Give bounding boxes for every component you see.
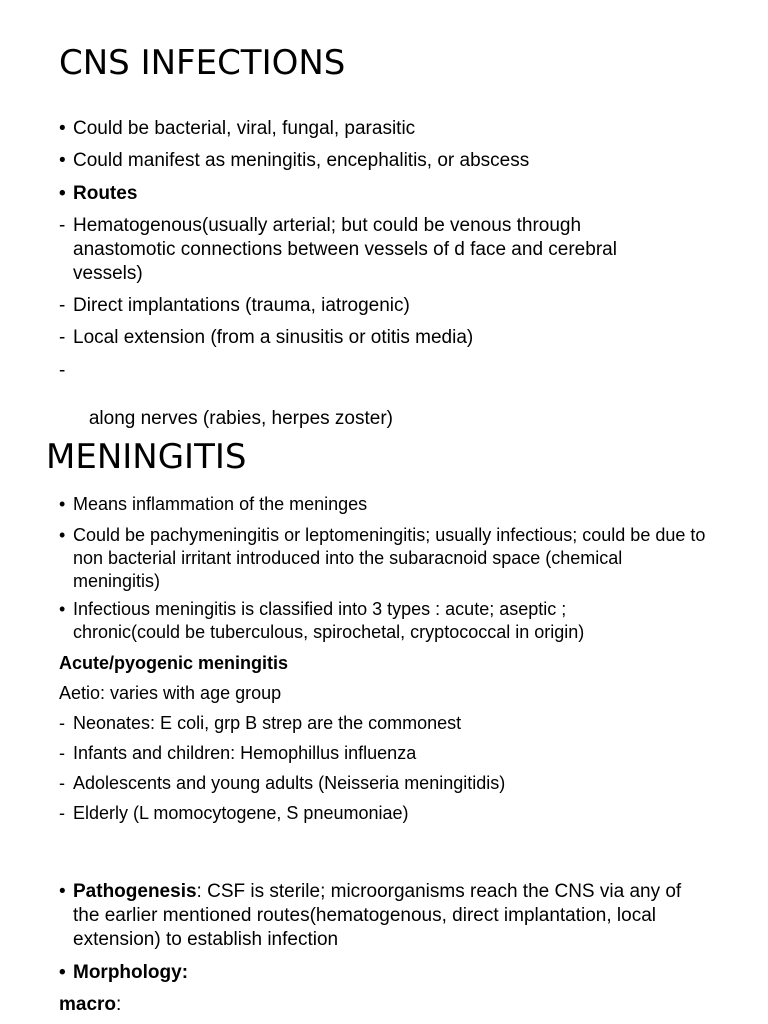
list-item-text: Infectious meningitis is classified into 3 types : acute; aseptic ; chronic(could be tuberculous, spirochetal, cryptococcal in origin) <box>73 599 585 642</box>
age-group-item <box>59 712 713 735</box>
route-item <box>59 214 673 286</box>
morphology-label: Morphology: <box>73 962 189 983</box>
age-group-text: Infants and children: Hemophillus influenza <box>73 743 417 763</box>
route-item <box>59 294 713 318</box>
dash-marker: - <box>59 327 66 348</box>
pathogenesis-text: : CSF is sterile; microorganisms reach the CNS via any of the earlier mentioned routes(hematogenous, direct implantation, local extension) to establish infection <box>73 881 682 950</box>
macro-line <box>59 993 121 1017</box>
list-item-text: Means inflammation of the meninges <box>73 494 368 514</box>
dash-marker: - <box>59 713 65 733</box>
bullet-marker: • <box>59 962 66 983</box>
list-item <box>59 149 713 173</box>
list-item-text: Could be pachymeningitis or leptomeningitis; usually infectious; could be due to non bacterial irritant introduced into the subaracnoid space (chemical meningitis) <box>73 525 706 591</box>
age-group-text: Neonates: E coli, grp B strep are the commonest <box>73 713 462 733</box>
routes-label: Routes <box>73 183 138 204</box>
age-group-text: Adolescents and young adults (Neisseria meningitidis) <box>73 773 506 793</box>
bullet-marker: • <box>59 881 66 902</box>
age-group-item <box>59 742 713 765</box>
list-item <box>59 493 713 516</box>
bullet-marker: • <box>59 525 66 545</box>
list-item <box>59 117 713 141</box>
dash-marker: - <box>59 360 66 381</box>
dash-marker: - <box>59 215 66 236</box>
dash-marker: - <box>59 295 66 316</box>
dash-marker: - <box>59 773 65 793</box>
pathogenesis-label: Pathogenesis <box>73 881 197 902</box>
dash-marker: - <box>59 803 65 823</box>
bullet-marker: • <box>59 599 66 619</box>
route-text: Local extension (from a sinusitis or otitis media) <box>73 327 474 348</box>
routes-heading <box>59 182 713 206</box>
bullet-marker: • <box>59 494 66 514</box>
section-title-cns-infections: CNS INFECTIONS <box>59 43 346 83</box>
route-text: Hematogenous(usually arterial; but could be venous through anastomotic connections between vessels of d face and cerebral vessels) <box>73 215 617 284</box>
route-text: along nerves (rabies, herpes zoster) <box>83 408 393 429</box>
route-item <box>59 359 713 431</box>
age-group-text: Elderly (L momocytogene, S pneumoniae) <box>73 803 409 823</box>
route-text: Direct implantations (trauma, iatrogenic) <box>73 295 410 316</box>
list-item <box>59 598 653 644</box>
bullet-marker: • <box>59 150 66 171</box>
pathogenesis-item <box>59 880 708 952</box>
list-item <box>59 524 713 593</box>
route-item <box>59 326 713 350</box>
macro-label: macro <box>59 994 117 1015</box>
aetio-line: Aetio: varies with age group <box>59 683 282 703</box>
age-group-item <box>59 802 713 825</box>
list-item-text: Could be bacterial, viral, fungal, parasitic <box>73 118 416 139</box>
section-title-meningitis: MENINGITIS <box>46 437 247 477</box>
age-group-item <box>59 772 713 795</box>
bullet-marker: • <box>59 118 66 139</box>
morphology-item <box>59 961 713 985</box>
list-item-text: Could manifest as meningitis, encephalitis, or abscess <box>73 150 530 171</box>
bullet-marker: • <box>59 183 66 204</box>
macro-suffix: : <box>116 994 122 1015</box>
dash-marker: - <box>59 743 65 763</box>
acute-meningitis-heading: Acute/pyogenic meningitis <box>59 653 289 673</box>
